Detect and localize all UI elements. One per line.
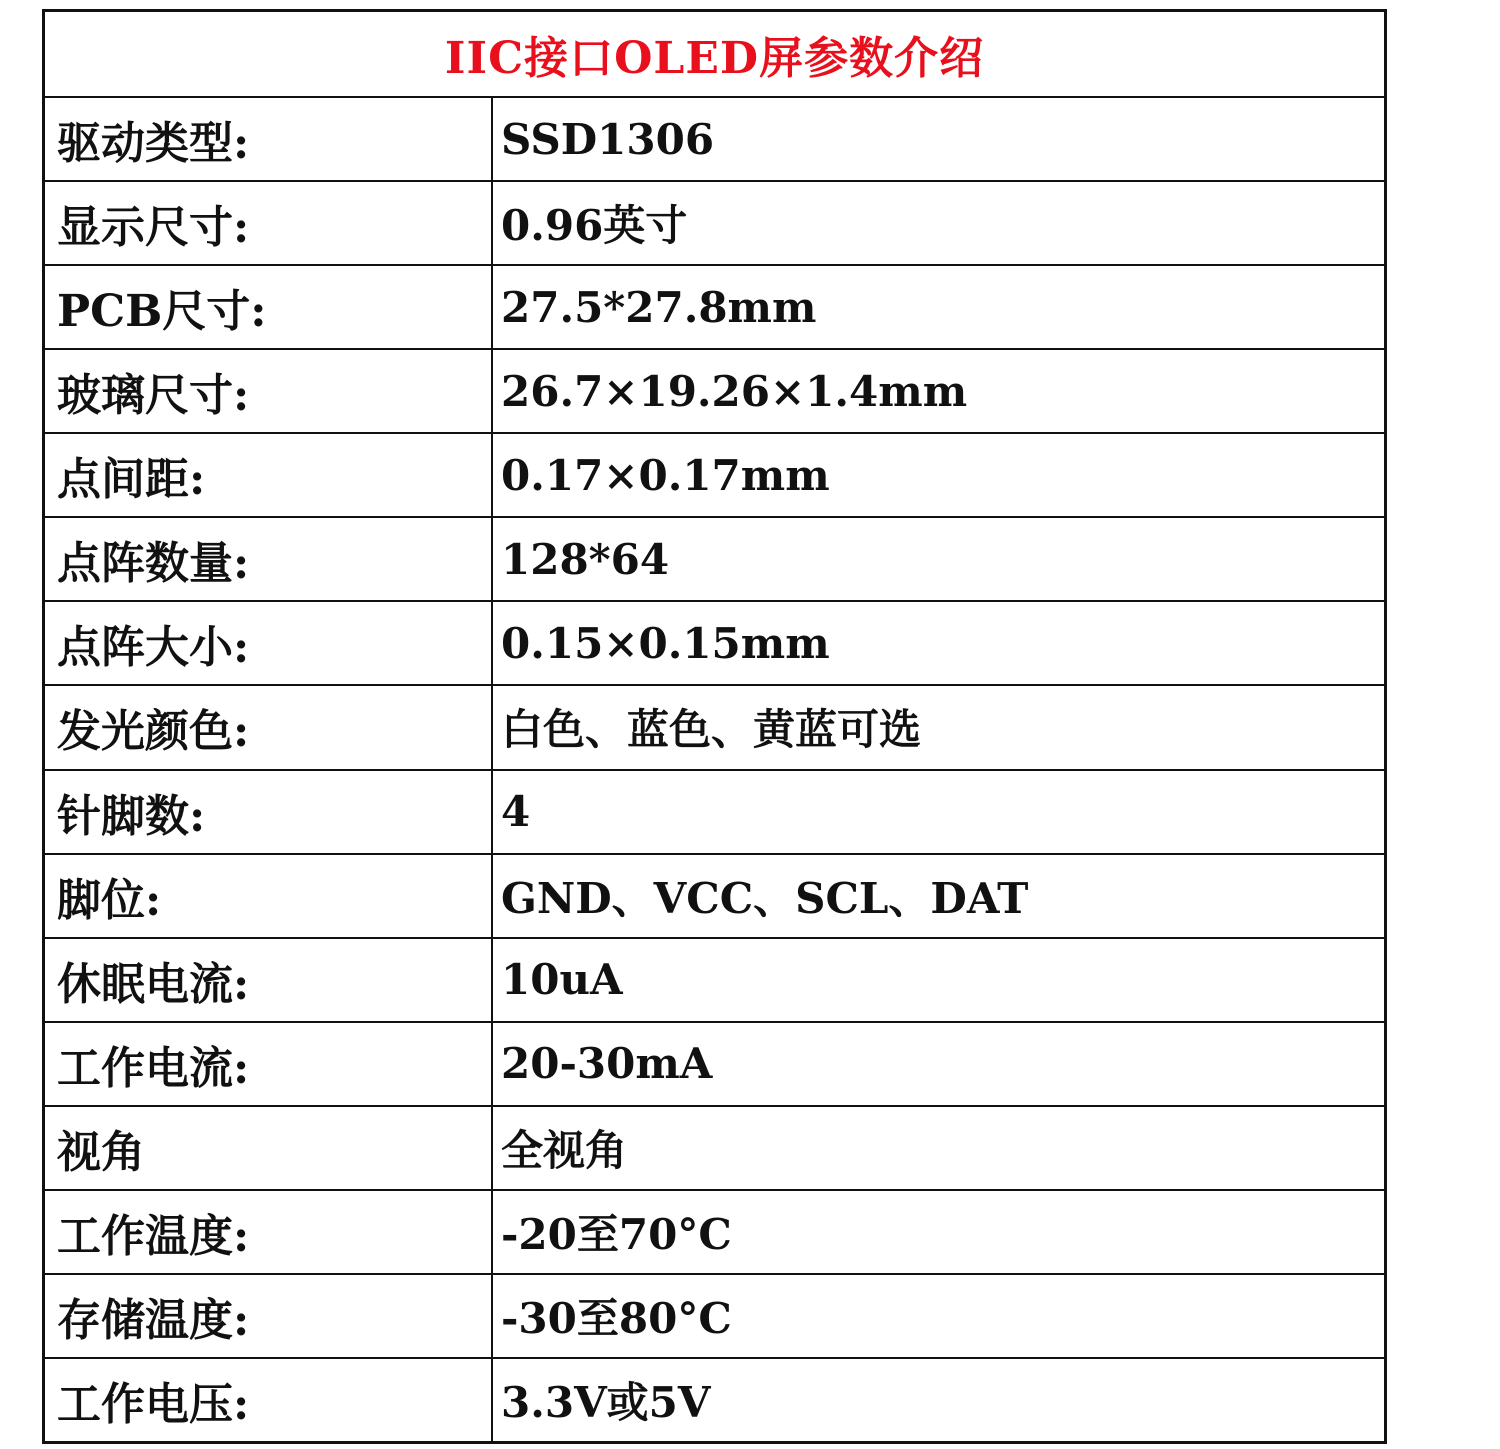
spec-label: 玻璃尺寸:: [45, 350, 493, 432]
table-title: IIC接口OLED屏参数介绍: [444, 33, 985, 84]
spec-label: 休眠电流:: [45, 939, 493, 1021]
spec-label: 工作电流:: [45, 1023, 493, 1105]
spec-value: 27.5*27.8mm: [501, 282, 817, 332]
spec-value: -20至70°C: [501, 1209, 732, 1259]
spec-value: 白色、蓝色、黄蓝可选: [501, 705, 922, 755]
spec-value: 128*64: [501, 534, 670, 584]
spec-value: -30至80°C: [501, 1293, 732, 1343]
spec-value: 26.7×19.26×1.4mm: [501, 366, 968, 416]
table-title-row: [45, 12, 1384, 98]
table-row: [45, 1359, 1384, 1441]
spec-value: 0.15×0.15mm: [501, 618, 830, 668]
table-body: [45, 98, 1384, 1441]
spec-label: 工作电压:: [45, 1359, 493, 1441]
spec-table: [42, 9, 1387, 1444]
spec-label: 脚位:: [45, 855, 493, 937]
spec-label: 驱动类型:: [45, 98, 493, 180]
spec-value: 20-30mA: [501, 1039, 713, 1089]
table-row: [45, 855, 1384, 939]
spec-label: 显示尺寸:: [45, 182, 493, 264]
table-row: [45, 434, 1384, 518]
spec-value: 全视角: [501, 1125, 628, 1175]
spec-value: 0.96英寸: [501, 201, 688, 251]
spec-label: 视角: [45, 1107, 493, 1189]
table-row: [45, 602, 1384, 686]
table-row: [45, 266, 1384, 350]
spec-label: PCB尺寸:: [45, 266, 493, 348]
table-row: [45, 98, 1384, 182]
spec-label: 存储温度:: [45, 1275, 493, 1357]
spec-label: 点间距:: [45, 434, 493, 516]
spec-label: 点阵大小:: [45, 602, 493, 684]
table-row: [45, 1107, 1384, 1191]
spec-value: 3.3V或5V: [501, 1377, 711, 1427]
table-row: [45, 350, 1384, 434]
table-row: [45, 771, 1384, 855]
table-row: [45, 1191, 1384, 1275]
table-row: [45, 1023, 1384, 1107]
spec-label: 点阵数量:: [45, 518, 493, 600]
spec-value: 10uA: [501, 955, 623, 1005]
table-row: [45, 182, 1384, 266]
spec-value: 4: [501, 787, 531, 837]
spec-value: 0.17×0.17mm: [501, 450, 830, 500]
spec-value: SSD1306: [501, 114, 715, 164]
table-row: [45, 939, 1384, 1023]
spec-label: 针脚数:: [45, 771, 493, 853]
spec-value: GND、VCC、SCL、DAT: [501, 873, 1029, 923]
table-row: [45, 518, 1384, 602]
spec-label: 工作温度:: [45, 1191, 493, 1273]
table-row: [45, 1275, 1384, 1359]
table-row: [45, 686, 1384, 770]
spec-label: 发光颜色:: [45, 686, 493, 768]
